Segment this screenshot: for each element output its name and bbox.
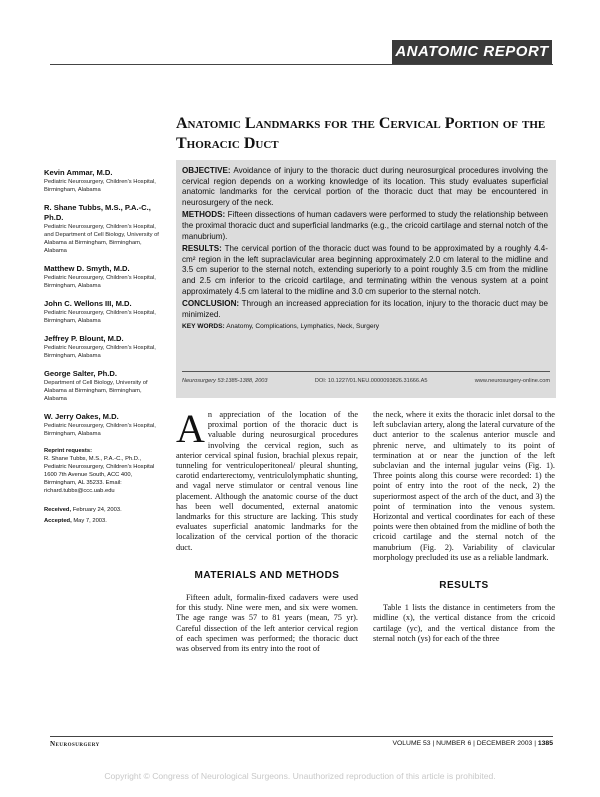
author-entry: [44, 412, 164, 438]
author-list: [44, 168, 164, 527]
abstract-methods: METHODS: Fifteen dissections of human cadavers were performed to study the relationship between the proximal thoracic duct and superficial landmarks (e.g., the cricoid cartilage and sternal notch of the manubrium).: [182, 210, 548, 241]
received-label: Received,: [44, 507, 72, 513]
author-entry: [44, 203, 164, 255]
author-entry: [44, 264, 164, 290]
author-entry: [44, 168, 164, 194]
citation-doi: DOI: 10.1227/01.NEU.0000093826.31666.A5: [314, 378, 428, 384]
author-affiliation: Pediatric Neurosurgery, Children's Hospital, Birmingham, Alabama: [44, 179, 156, 193]
abstract-objective: OBJECTIVE: Avoidance of injury to the thoracic duct during neurosurgical procedures involving the cervical region depends on a working knowledge of its location. This study evaluates superficial anatomic landmarks for the cervical portion of the thoracic duct that may be encountered in neurosurgery of the neck.: [182, 166, 548, 207]
methods-paragraph: Fifteen adult, formalin-fixed cadavers were used for this study. Nine were men, and six were women. The age range was 57 to 81 years (mean, 75 yr). Careful dissection of the left anterior cervical region of each specimen was performed; the thoracic duct was observed from its entry into the root of: [176, 593, 358, 654]
author-affiliation: Pediatric Neurosurgery, Children's Hospital, Birmingham, Alabama: [44, 345, 156, 359]
citation-url[interactable]: www.neurosurgery-online.com: [474, 378, 550, 384]
accepted-date: May 7, 2003.: [73, 518, 107, 524]
abstract-keywords: KEY WORDS: Anatomy, Complications, Lymphatics, Neck, Surgery: [182, 323, 380, 331]
author-name: George Salter, Ph.D.: [44, 369, 118, 378]
footer-journal: Neurosurgery: [50, 740, 100, 748]
author-affiliation: Pediatric Neurosurgery, Children's Hospital, Birmingham, Alabama: [44, 275, 156, 289]
reprint-label: Reprint requests:: [44, 448, 92, 454]
article-dates: [44, 505, 164, 527]
section-banner: ANATOMIC REPORT: [392, 40, 552, 64]
author-name: John C. Wellons III, M.D.: [44, 299, 132, 308]
footer-rule: [50, 736, 553, 737]
author-name: W. Jerry Oakes, M.D.: [44, 412, 119, 421]
reprint-text: R. Shane Tubbs, M.S., P.A.-C., Ph.D., Pediatric Neurosurgery, Children's Hospital 1600 7th Avenue South, ACC 400, Birmingham, AL 35233. Email: richard.tubbs@ccc.uab.edu: [44, 456, 155, 494]
keywords-rule: [182, 371, 550, 372]
copyright-notice: Copyright © Congress of Neurological Surgeons. Unauthorized reproduction of this article is prohibited.: [104, 771, 496, 781]
footer-issue: VOLUME 53 | NUMBER 6 | DECEMBER 2003 |: [392, 740, 536, 747]
author-name: Matthew D. Smyth, M.D.: [44, 264, 130, 273]
page-number: 1385: [537, 740, 553, 747]
author-entry: [44, 299, 164, 325]
methods-heading: MATERIALS AND METHODS: [194, 569, 340, 581]
results-paragraph: Table 1 lists the distance in centimeters from the midline (x), the vertical distance from the cricoid cartilage (yc), and the vertical distance from the sternal notch (ys) for each of the three: [373, 603, 555, 643]
author-affiliation: Pediatric Neurosurgery, Children's Hospital, and Department of Cell Biology, University of Alabama at Birmingham, Birmingham, Alabama: [44, 224, 159, 254]
reprint-requests: [44, 447, 164, 495]
citation-journal: Neurosurgery 53:1385-1388, 2003: [182, 378, 268, 384]
author-name: R. Shane Tubbs, M.S., P.A.-C., Ph.D.: [44, 203, 151, 222]
body-column-left: [176, 406, 358, 654]
accepted-label: Accepted,: [44, 518, 72, 524]
header-rule: [50, 64, 553, 65]
article-title: Anatomic Landmarks for the Cervical Portion of the Thoracic Duct: [176, 115, 546, 152]
abstract-conclusion: CONCLUSION: Through an increased appreciation for its location, injury to the thoracic duct may be minimized.: [182, 299, 548, 319]
author-affiliation: Pediatric Neurosurgery, Children's Hospital, Birmingham, Alabama: [44, 423, 156, 437]
author-affiliation: Department of Cell Biology, University of Alabama at Birmingham, Birmingham, Alabama: [44, 380, 148, 402]
author-entry: [44, 369, 164, 403]
intro-paragraph: An appreciation of the location of the proximal portion of the thoracic duct is valuable during neurosurgical procedures involving the cervical region, such as anterior cervical spinal fusion, brachial plexus repair, tunneling for ventriculoperitoneal/ pleural shunting, carotid endarterectomy, ventriculolymphatic shunting, and vagal nerve stimulator or central venous line placement. Although the anatomic course of the duct has been well documented, external anatomic landmarks for this structure are lacking. This study evaluates superficial anatomic landmarks for the localization of the cervical portion of the thoracic duct.: [176, 406, 358, 552]
footer-issue-info: [386, 740, 553, 747]
received-date: February 24, 2003.: [72, 507, 122, 513]
author-affiliation: Pediatric Neurosurgery, Children's Hospital, Birmingham, Alabama: [44, 310, 156, 324]
author-name: Kevin Ammar, M.D.: [44, 168, 113, 177]
citation-line: [182, 378, 550, 384]
results-heading: RESULTS: [439, 580, 489, 592]
methods-continued-paragraph: the neck, where it exits the thoracic inlet dorsal to the left subclavian artery, along the lateral curvature of the duct anterior to the scalenus anterior muscle and phrenic nerve, and ultimately to its point of termination at or near the junction of the left subclavian and the internal jugular veins (Fig. 1). Three points along this course were recorded: 1) the point of entry into the root of the neck, 2) the superiormost aspect of the arch of the duct, and 3) the point of termination into the venous system. Horizontal and vertical coordinates for each of these points were then obtained from the midline of both the cricoid cartilage and the sternal notch of the manubrium (Fig. 2). Variability of clavicular morphology precluded its use as a reliable landmark.: [373, 410, 555, 562]
author-entry: [44, 334, 164, 360]
abstract-box: [176, 160, 556, 398]
author-name: Jeffrey P. Blount, M.D.: [44, 334, 124, 343]
abstract-results: RESULTS: The cervical portion of the thoracic duct was found to be approximated by a roughly 4.4-cm² region in the left supraclavicular area beginning approximately 2.0 cm lateral to the midline and 3.5 cm superior to the sternal notch, extending superiorly to a point roughly 3.5 cm from the midline and 2.5 cm inferior to the cricoid cartilage, and terminating within the venous system at a point approximately 4.5 cm lateral to the midline and 3.0 cm superior to the sternal notch.: [182, 244, 548, 296]
drop-cap: A: [176, 406, 205, 451]
body-column-right: [373, 410, 555, 644]
